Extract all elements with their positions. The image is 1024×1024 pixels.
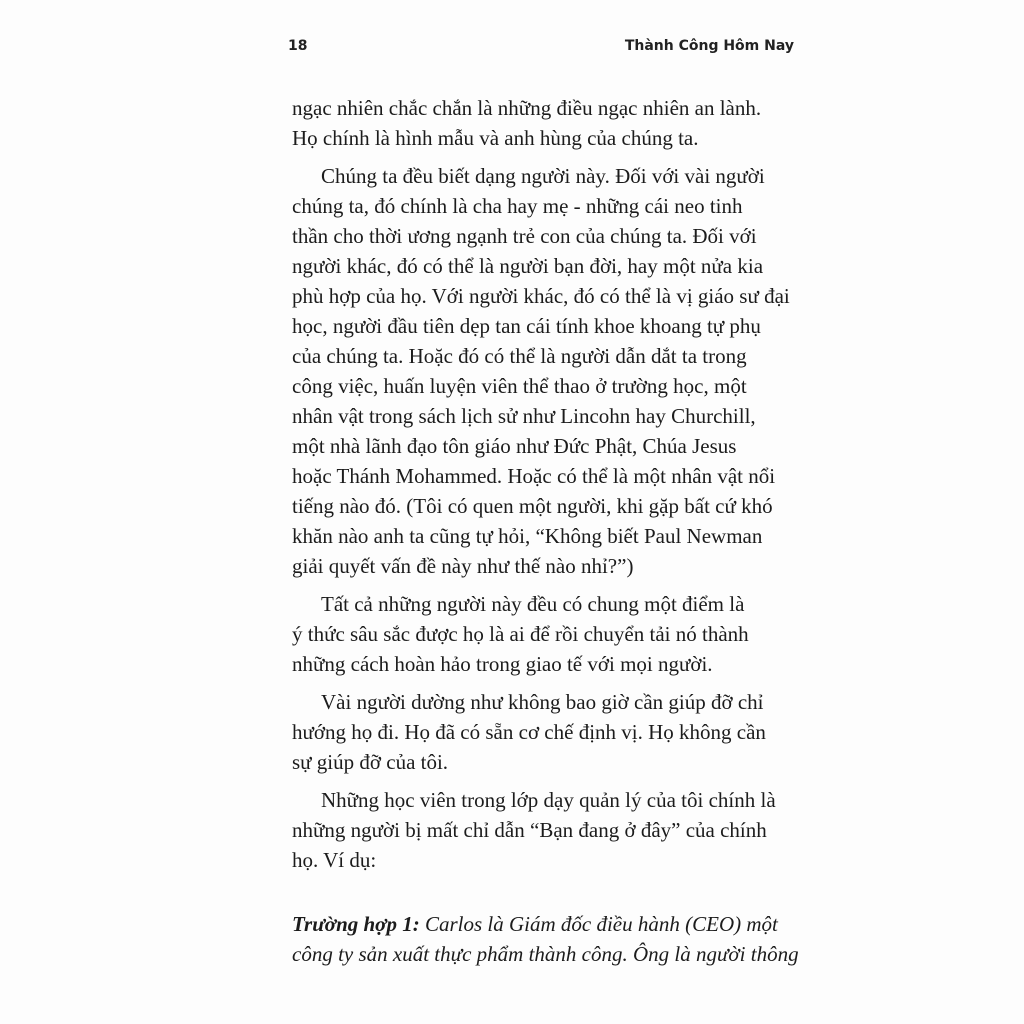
text-line: phù hợp của họ. Với người khác, đó có thể là vị giáo sư đại (292, 284, 790, 308)
text-line: hoặc Thánh Mohammed. Hoặc có thể là một nhân vật nổi (292, 464, 776, 488)
text-line: những cách hoàn hảo trong giao tế với mọi người. (292, 652, 713, 676)
text-line: của chúng ta. Hoặc đó có thể là người dẫn dắt ta trong (292, 344, 747, 368)
text-line: ngạc nhiên chắc chắn là những điều ngạc nhiên an lành. (292, 96, 762, 120)
text-line: học, người đầu tiên dẹp tan cái tính khoe khoang tự phụ (292, 314, 761, 338)
paragraph (292, 687, 800, 777)
page-number: 18 (288, 38, 308, 54)
case-first-line-text: Carlos là Giám đốc điều hành (CEO) một (419, 912, 778, 936)
case-study (292, 909, 800, 969)
case-label: Trường hợp 1: (292, 912, 420, 936)
text-line: họ. Ví dụ: (292, 848, 377, 872)
case-first-line (292, 909, 800, 939)
text-line: một nhà lãnh đạo tôn giáo như Đức Phật, Chúa Jesus (292, 434, 737, 458)
paragraph (292, 589, 800, 679)
text-line: Chúng ta đều biết dạng người này. Đối với vài người (321, 164, 765, 188)
text-line: giải quyết vấn đề này như thế nào nhỉ?”) (292, 554, 634, 578)
running-title: Thành Công Hôm Nay (624, 38, 794, 54)
text-line: những người bị mất chỉ dẫn “Bạn đang ở đây” của chính (292, 818, 767, 842)
body-text (292, 93, 800, 969)
text-line: khăn nào anh ta cũng tự hỏi, “Không biết Paul Newman (292, 524, 763, 548)
text-line: ý thức sâu sắc được họ là ai để rồi chuyển tải nó thành (292, 622, 749, 646)
text-line: Họ chính là hình mẫu và anh hùng của chúng ta. (292, 126, 699, 150)
text-line: hướng họ đi. Họ đã có sẵn cơ chế định vị. Họ không cần (292, 720, 766, 744)
text-line: sự giúp đỡ của tôi. (292, 750, 449, 774)
page-header (288, 38, 794, 62)
text-line: tiếng nào đó. (Tôi có quen một người, khi gặp bất cứ khó (292, 494, 773, 518)
text-line: công việc, huấn luyện viên thể thao ở trường học, một (292, 374, 747, 398)
text-line: nhân vật trong sách lịch sử như Lincohn hay Churchill, (292, 404, 756, 428)
paragraph (292, 161, 800, 581)
paragraph (292, 785, 800, 875)
paragraphs (292, 93, 800, 875)
paragraph (292, 93, 800, 153)
text-line: Vài người dường như không bao giờ cần giúp đỡ chỉ (321, 690, 764, 714)
text-line: Những học viên trong lớp dạy quản lý của tôi chính là (321, 788, 776, 812)
text-line: chúng ta, đó chính là cha hay mẹ - những cái neo tinh (292, 194, 743, 218)
text-line: Tất cả những người này đều có chung một điểm là (321, 592, 745, 616)
case-second-line: công ty sản xuất thực phẩm thành công. Ông là người thông (292, 942, 799, 966)
text-line: thần cho thời ương ngạnh trẻ con của chúng ta. Đối với (292, 224, 757, 248)
text-line: người khác, đó có thể là người bạn đời, hay một nửa kia (292, 254, 764, 278)
